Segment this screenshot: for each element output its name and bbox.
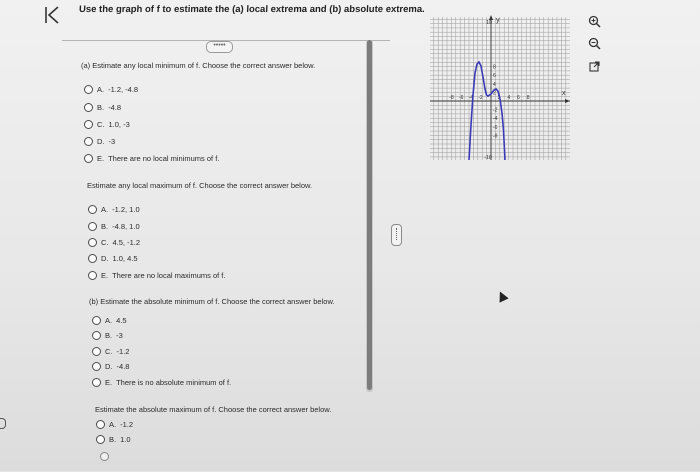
y-tick-label: 2 <box>493 90 496 97</box>
part-a-max-option-b[interactable]: B. -4.8, 1.0 <box>88 221 140 232</box>
radio-button[interactable] <box>100 452 109 461</box>
part-b-min-prompt: (b) Estimate the absolute minimum of f. Choose the correct answer below. <box>89 297 335 306</box>
radio-button[interactable] <box>88 254 97 263</box>
part-a-min-option-e[interactable]: E. There are no local minimums of f. <box>84 153 219 164</box>
x-tick-label: 8 <box>526 95 530 101</box>
part-a-max-option-e[interactable]: E. There are no local maximums of f. <box>88 270 225 281</box>
radio-button[interactable] <box>88 205 97 214</box>
zoom-in-icon[interactable] <box>588 15 601 28</box>
scrollbar-thumb[interactable] <box>367 40 372 390</box>
radio-button[interactable] <box>84 103 93 112</box>
function-graph <box>430 15 570 160</box>
popout-icon[interactable] <box>588 60 601 73</box>
part-a-min-option-c[interactable]: C. 1.0, -3 <box>84 119 130 130</box>
part-b-min-option-e[interactable]: E. There is no absolute minimum of f. <box>92 377 231 388</box>
question-text: Use the graph of f to estimate the (a) local extrema and (b) absolute extrema. <box>78 4 426 15</box>
part-b-min-option-d[interactable]: D. -4.8 <box>92 361 129 372</box>
radio-button[interactable] <box>96 435 105 444</box>
x-tick-label: -2 <box>478 95 483 101</box>
x-tick-label: 6 <box>517 95 520 101</box>
y-tick-label: -2 <box>493 107 498 114</box>
y-bottom-label: -10 <box>484 155 492 160</box>
y-tick-label: -8 <box>493 133 498 140</box>
part-b-min-option-a[interactable]: A. 4.5 <box>92 315 127 326</box>
radio-button[interactable] <box>96 420 105 429</box>
radio-button[interactable] <box>84 85 93 94</box>
part-b-min-option-c[interactable]: C. -1.2 <box>92 346 129 357</box>
back-arrow-icon[interactable] <box>43 4 65 26</box>
radio-button[interactable] <box>88 222 97 231</box>
radio-button[interactable] <box>92 316 101 325</box>
x-axis-label: x <box>562 90 566 97</box>
radio-button[interactable] <box>92 347 101 356</box>
part-a-min-option-a[interactable]: A. -1.2, -4.8 <box>84 84 138 95</box>
part-a-max-option-d[interactable]: D. 1.0, 4.5 <box>88 253 138 264</box>
x-tick-label: 4 <box>507 95 511 101</box>
x-tick-label: -6 <box>458 95 464 101</box>
y-tick-label: -4 <box>493 116 498 123</box>
y-tick-label: 6 <box>493 73 496 80</box>
y-tick-label: 4 <box>493 81 496 88</box>
part-b-max-option-partial[interactable] <box>100 451 113 462</box>
zoom-out-icon[interactable] <box>588 37 601 50</box>
radio-button[interactable] <box>88 271 97 280</box>
part-b-max-prompt: Estimate the absolute maximum of f. Choose the correct answer below. <box>95 405 332 414</box>
x-tick-label: 2 <box>497 95 501 101</box>
part-a-max-prompt: Estimate any local maximum of f. Choose the correct answer below. <box>87 181 313 190</box>
edge-tab <box>0 418 6 429</box>
y-top-label: 10 <box>486 20 493 26</box>
y-axis-label: y <box>496 17 500 24</box>
radio-button[interactable] <box>92 331 101 340</box>
y-tick-label: 8 <box>493 64 496 71</box>
part-a-min-option-b[interactable]: B. -4.8 <box>84 102 121 113</box>
mouse-cursor-icon <box>495 289 508 302</box>
part-b-max-option-a[interactable]: A. -1.2 <box>96 419 133 430</box>
part-b-max-option-b[interactable]: B. 1.0 <box>96 434 131 445</box>
pane-splitter[interactable] <box>391 224 402 246</box>
radio-button[interactable] <box>92 362 101 371</box>
x-tick-label: -8 <box>449 95 454 101</box>
radio-button[interactable] <box>84 120 93 129</box>
x-axis-arrow-icon <box>565 99 570 103</box>
radio-button[interactable] <box>84 137 93 146</box>
y-tick-label: -6 <box>493 124 498 131</box>
graph-grid <box>430 17 570 160</box>
part-a-max-option-a[interactable]: A. -1.2, 1.0 <box>88 204 140 215</box>
x-tick-label: -4 <box>468 95 474 101</box>
part-a-min-option-d[interactable]: D. -3 <box>84 136 115 147</box>
scrollbar[interactable] <box>366 40 373 392</box>
part-a-min-prompt: (a) Estimate any local minimum of f. Choose the correct answer below. <box>81 61 316 70</box>
radio-button[interactable] <box>92 378 101 387</box>
part-b-min-option-b[interactable]: B. -3 <box>92 330 123 341</box>
more-button[interactable]: ••••• <box>206 41 233 53</box>
radio-button[interactable] <box>88 238 97 247</box>
part-a-max-option-c[interactable]: C. 4.5, -1.2 <box>88 237 140 248</box>
radio-button[interactable] <box>84 154 93 163</box>
